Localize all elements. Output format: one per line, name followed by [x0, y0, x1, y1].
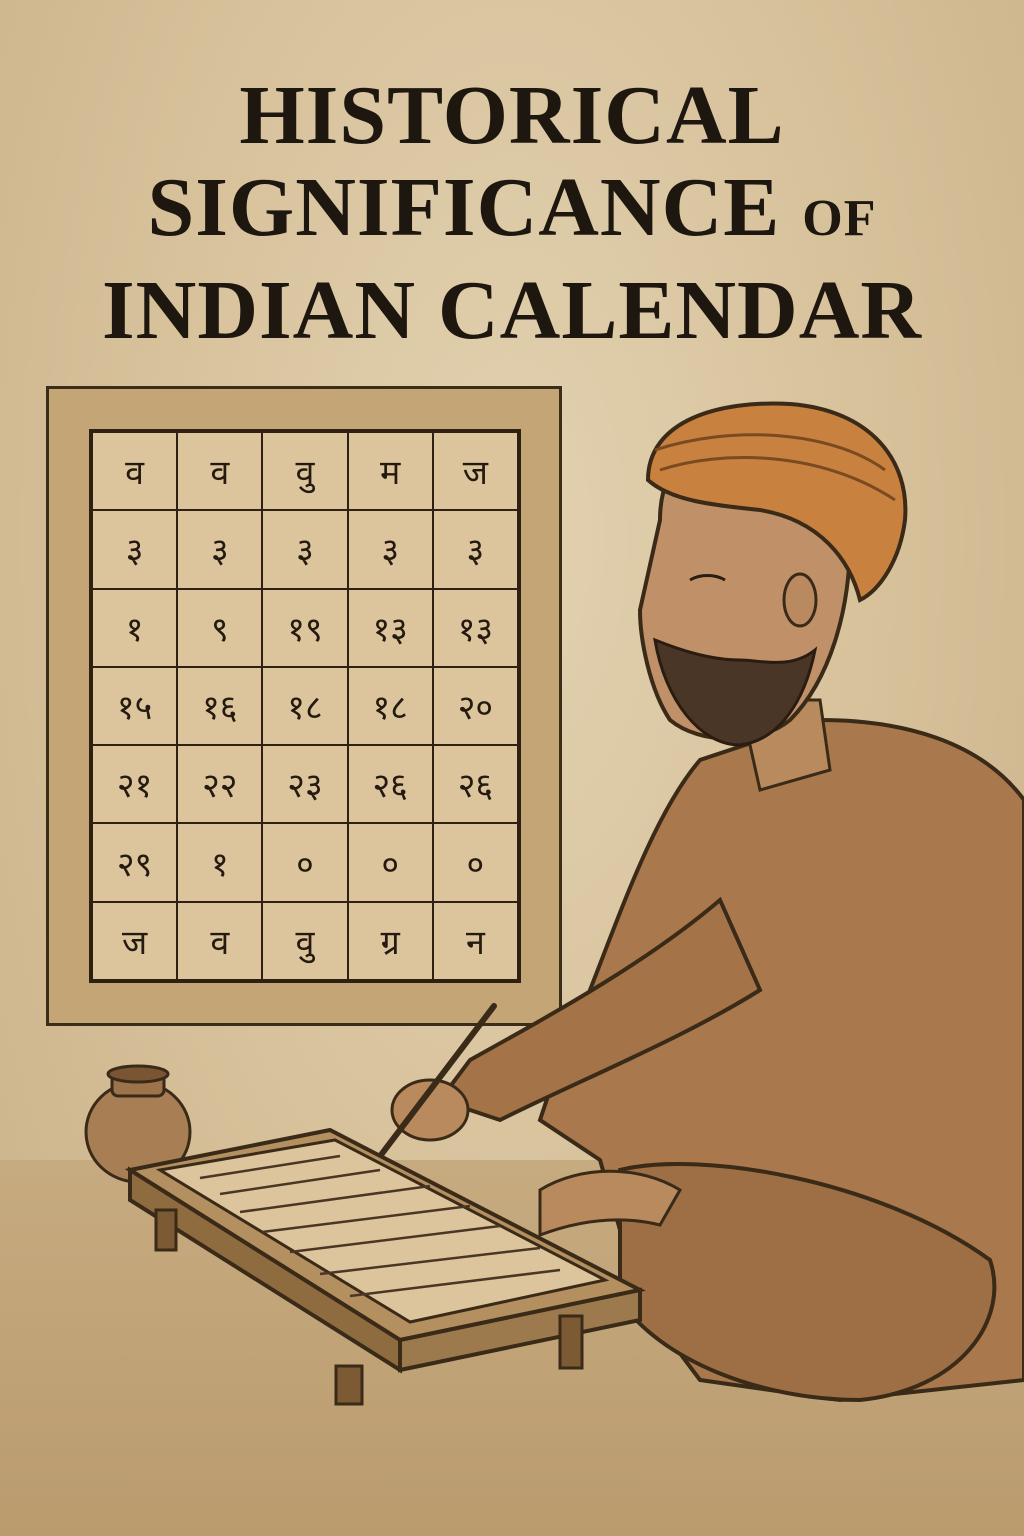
- title-line-2-of: OF: [802, 190, 877, 247]
- calendar-cell: ०: [262, 823, 347, 901]
- calendar-cell: व: [177, 902, 262, 980]
- calendar-cell: २६: [433, 745, 518, 823]
- calendar-cell: ३: [348, 510, 433, 588]
- calendar-cell: १८: [262, 667, 347, 745]
- calendar-cell: म: [348, 432, 433, 510]
- calendar-cell: ०: [433, 823, 518, 901]
- calendar-cell: २९: [92, 823, 177, 901]
- calendar-cell: २६: [348, 745, 433, 823]
- writing-desk: [130, 1130, 640, 1404]
- calendar-cell: २१: [92, 745, 177, 823]
- calendar-cell: २२: [177, 745, 262, 823]
- calendar-cell: वु: [262, 902, 347, 980]
- calendar-cell: १३: [348, 589, 433, 667]
- calendar-cell: ०: [348, 823, 433, 901]
- calendar-cell: व: [177, 432, 262, 510]
- title-line-3: INDIAN CALENDAR: [101, 264, 923, 357]
- calendar-cell: ज: [433, 432, 518, 510]
- scholar-illustration: [0, 380, 1024, 1536]
- title-line-1: HISTORICAL: [239, 69, 785, 162]
- cover-title: [0, 70, 1024, 357]
- calendar-cell: १५: [92, 667, 177, 745]
- calendar-cell: व: [92, 432, 177, 510]
- calendar-cell: १३: [433, 589, 518, 667]
- calendar-cell: १: [92, 589, 177, 667]
- calendar-cell: १९: [262, 589, 347, 667]
- calendar-cell: ३: [92, 510, 177, 588]
- title-line-2: [0, 162, 1024, 265]
- calendar-cell: ज: [92, 902, 177, 980]
- calendar-cell: न: [433, 902, 518, 980]
- calendar-cell: ग्र: [348, 902, 433, 980]
- calendar-cell: ३: [177, 510, 262, 588]
- calendar-cell: ९: [177, 589, 262, 667]
- calendar-cell: १: [177, 823, 262, 901]
- calendar-cell: ३: [262, 510, 347, 588]
- calendar-cell: १८: [348, 667, 433, 745]
- calendar-cell: २३: [262, 745, 347, 823]
- title-line-2-main: SIGNIFICANCE: [147, 161, 781, 254]
- calendar-cell: १६: [177, 667, 262, 745]
- calendar-cell: वु: [262, 432, 347, 510]
- calendar-cell: २०: [433, 667, 518, 745]
- calendar-cell: ३: [433, 510, 518, 588]
